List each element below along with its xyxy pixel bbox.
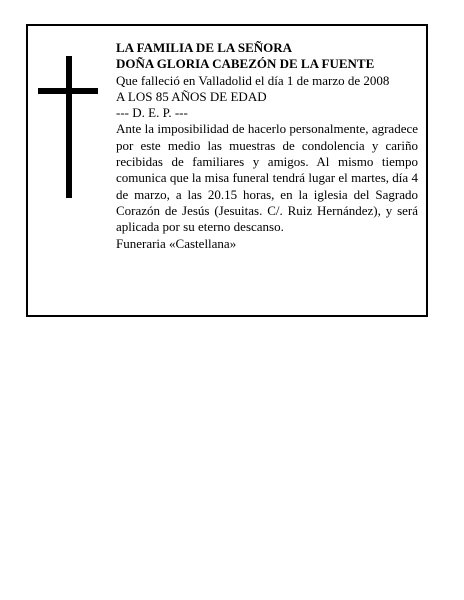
cross-icon (38, 56, 98, 198)
notice-rip-line: --- D. E. P. --- (116, 105, 188, 121)
notice-heading-name: DOÑA GLORIA CABEZÓN DE LA FUENTE (116, 56, 375, 72)
notice-funeral-home: Funeraria «Castellana» (116, 235, 237, 251)
notice-heading-family: LA FAMILIA DE LA SEÑORA (116, 40, 293, 55)
notice-content (116, 40, 418, 252)
notice-body-text: Ante la imposibilidad de hacerlo personalmente, agradece por este medio las muestras de condolencia y cariño recibidas de familiares y amigos. Al mismo tiempo comunica que la misa funeral tendrá lugar el martes, día 4 de marzo, a las 20.15 horas, en la iglesia del Sagrado Corazón de Jesús (Jesuitas. C/. Ruiz Hernández), y será aplicada por su eterno descanso. (116, 121, 418, 235)
notice-age-line: A LOS 85 AÑOS DE EDAD (116, 88, 267, 104)
cross-horizontal-bar (38, 88, 98, 94)
cross-vertical-bar (66, 56, 72, 198)
obituary-notice (26, 24, 428, 317)
notice-death-line: Que falleció en Valladolid el día 1 de marzo de 2008 (116, 72, 390, 88)
